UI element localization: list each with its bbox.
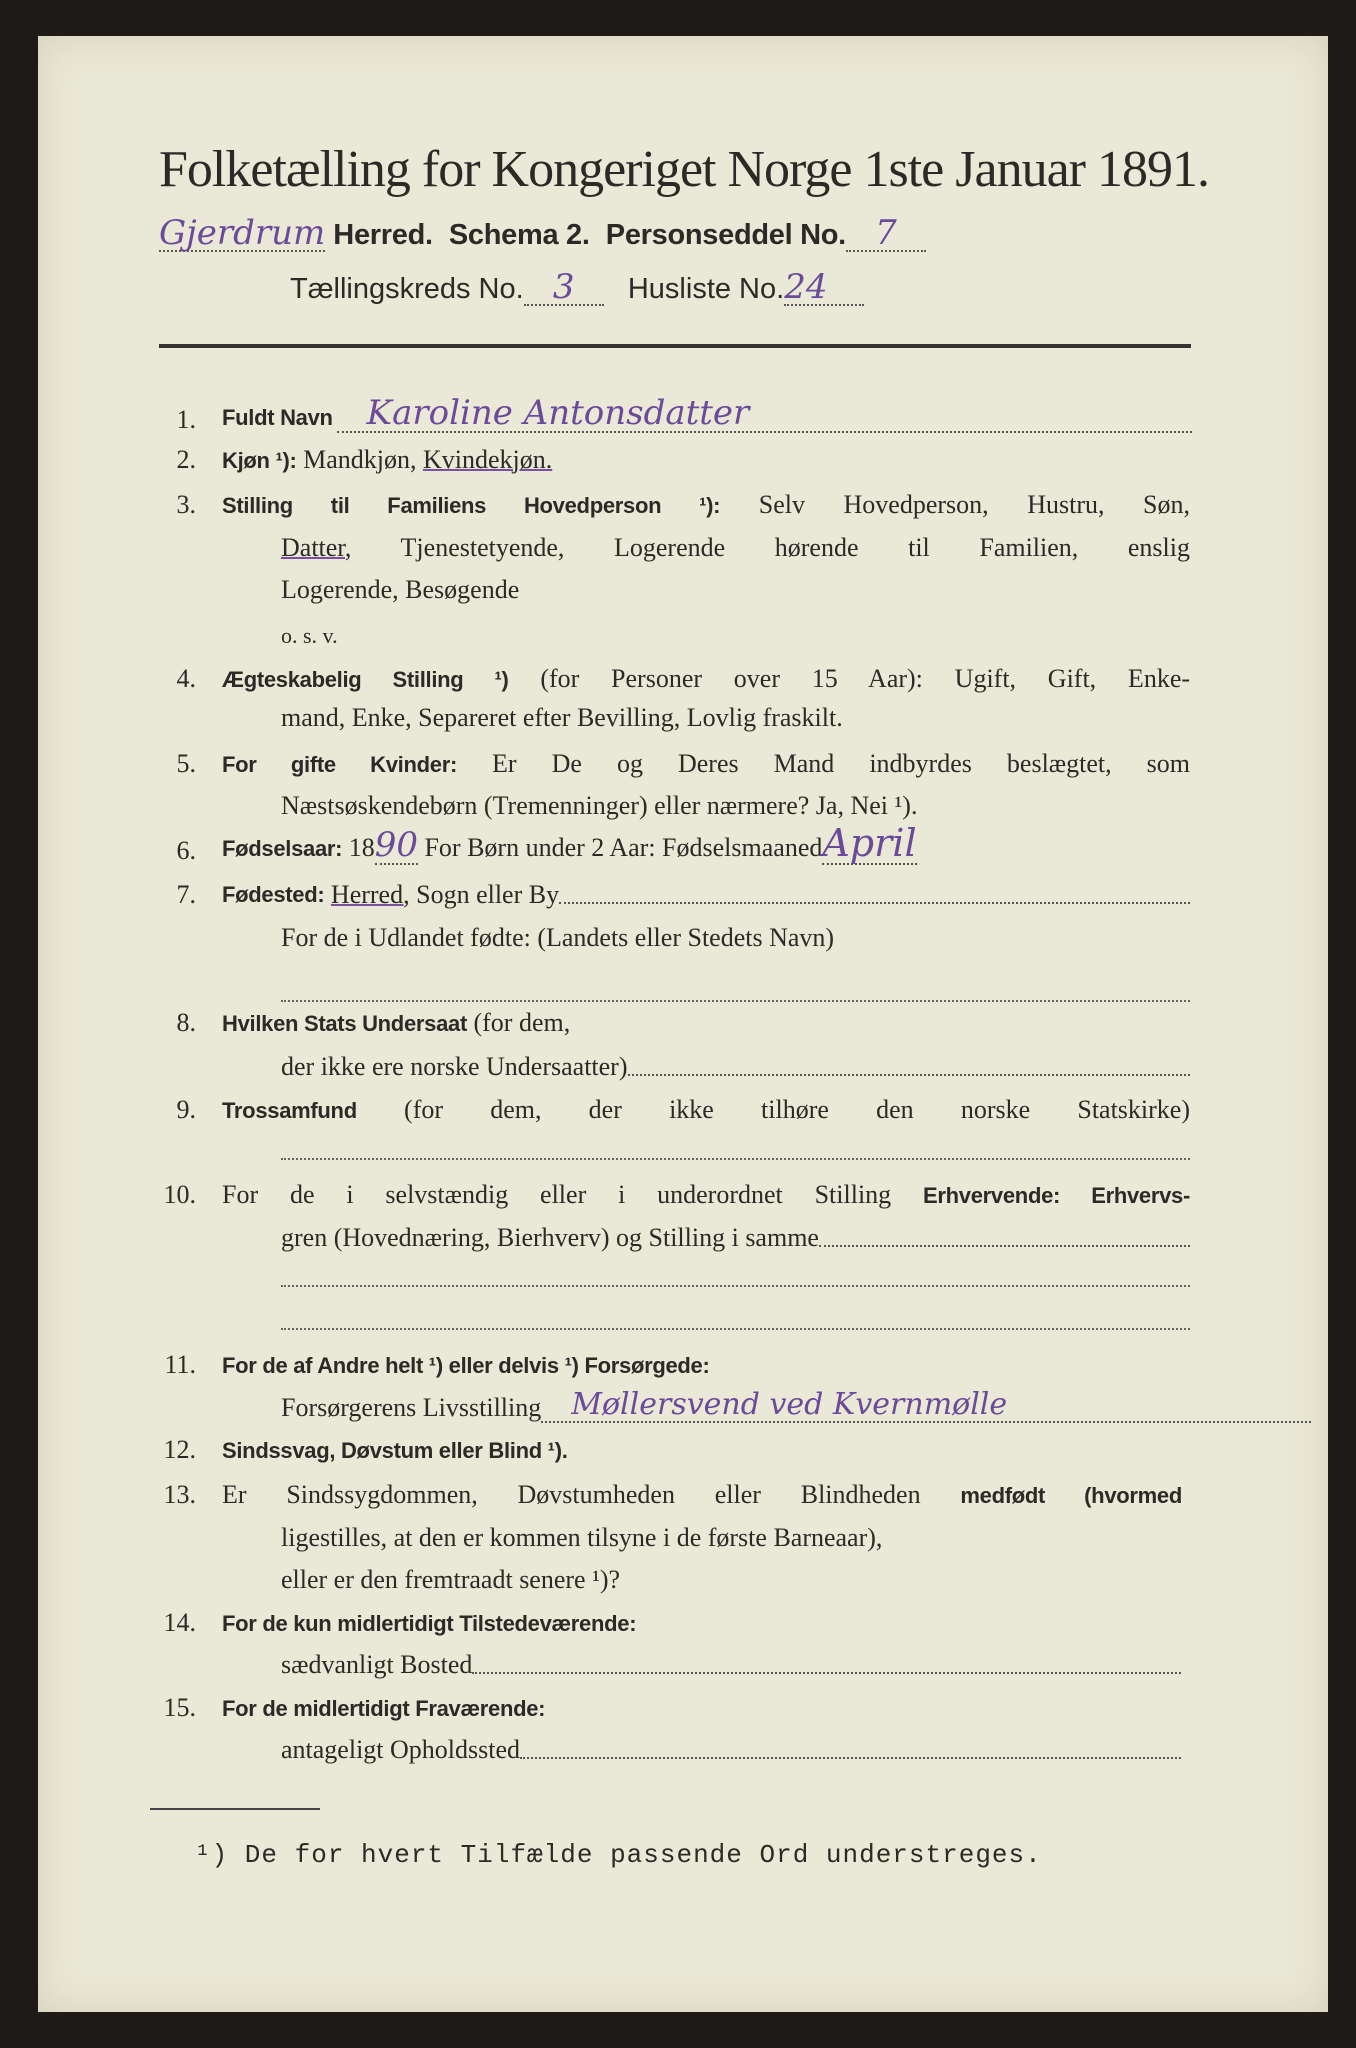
birth-year-label: Fødselsaar:: [222, 836, 343, 861]
kreds-value: 3: [552, 267, 575, 307]
form-title: Folketælling for Kongeriget Norge 1ste Januar 1891.: [159, 141, 1209, 198]
item-number: 3.: [176, 490, 196, 519]
citizenship-text-2: der ikke ere norske Undersaatter): [281, 1052, 628, 1081]
header-divider: [159, 344, 1191, 348]
schema-label: Schema 2.: [448, 219, 590, 251]
husliste-label: Husliste No.: [627, 273, 785, 305]
birth-month-label: For Børn under 2 Aar: Fødselsmaaned: [424, 833, 823, 862]
supported-line-2: [281, 1387, 1311, 1423]
citizenship-line-2: [281, 1052, 1190, 1082]
usual-residence-row: [281, 1650, 1181, 1680]
marital-options-2: mand, Enke, Separeret efter Bevilling, Lovlig fraskilt.: [281, 703, 843, 732]
item-congenital: [222, 1480, 1182, 1511]
family-position-line-4: o. s. v.: [281, 623, 338, 648]
temporary-present-label: For de kun midlertidigt Tilstedeværende:: [222, 1611, 637, 1636]
occupation-field-1[interactable]: [281, 1285, 1190, 1287]
birth-month-value: April: [822, 821, 917, 865]
item-number: 8.: [176, 1008, 196, 1037]
personseddel-value: 7: [875, 213, 897, 253]
birth-year-prefix: 18: [348, 833, 375, 862]
birthplace-options: Sogn eller By: [416, 880, 560, 909]
item-married-women: [222, 749, 1190, 780]
congenital-text-2: ligestilles, at den er kommen tilsyne i de første Barneaar),: [281, 1523, 883, 1552]
item-number: 6.: [176, 836, 196, 865]
item-birth-year: [222, 821, 917, 865]
item-number: 12.: [163, 1435, 196, 1464]
full-name-label: Fuldt Navn: [222, 405, 333, 430]
item-marital: [222, 664, 1190, 695]
item-citizenship: [222, 1008, 570, 1039]
usual-residence-field[interactable]: [472, 1650, 1181, 1674]
married-women-question: Er De og Deres Mand indbyrdes beslægtet, som: [492, 749, 1190, 778]
item-sex: [222, 445, 552, 476]
herred-value: Gjerdrum: [159, 213, 326, 253]
item-temporary-present: [222, 1608, 636, 1639]
religion-text: (for dem, der ikke tilhøre den norske Statskirke): [404, 1095, 1190, 1124]
temporary-absent-label: For de midlertidigt Fraværende:: [222, 1696, 546, 1721]
sex-option-male: Mandkjøn,: [303, 445, 417, 474]
married-women-label: For gifte Kvinder:: [222, 752, 457, 777]
congenital-text-3: eller er den fremtraadt senere ¹)?: [281, 1565, 621, 1594]
item-number: 2.: [176, 445, 196, 474]
family-position-label: Stilling til Familiens Hovedperson ¹):: [222, 493, 721, 518]
family-position-line-3: Logerende, Besøgende: [281, 575, 520, 604]
sex-option-female-selected: Kvindekjøn.: [422, 445, 553, 474]
item-full-name: [222, 393, 1192, 433]
family-position-line-2: [281, 533, 1190, 563]
birth-year-value: 90: [374, 825, 418, 865]
item-number: 13.: [163, 1480, 196, 1509]
item-number: 11.: [164, 1350, 196, 1379]
occupation-field-2[interactable]: [281, 1328, 1190, 1330]
congenital-label: medfødt (hvormed: [960, 1483, 1182, 1508]
item-number: 1.: [176, 405, 196, 434]
item-religion: [222, 1095, 1190, 1126]
occupation-line-2: [281, 1223, 1190, 1253]
option-datter-selected: Datter,: [281, 533, 352, 562]
religion-label: Trossamfund: [222, 1098, 357, 1123]
footnote-divider: [150, 1808, 320, 1810]
item-family-position: [222, 490, 1190, 521]
occupation-text: For de i selvstændig eller i underordnet Stilling: [222, 1180, 892, 1209]
birthplace-abroad-field[interactable]: [281, 1000, 1190, 1002]
full-name-value: Karoline Antonsdatter: [366, 393, 750, 433]
occupation-text-2: gren (Hovednæring, Bierhverv) og Stilling i samme: [281, 1223, 819, 1252]
item-occupation: [222, 1180, 1190, 1211]
item-birthplace: [222, 880, 1190, 910]
item-number: 5.: [176, 749, 196, 778]
occupation-label: Erhvervende: Erhvervs-: [923, 1183, 1191, 1208]
item-temporary-absent: [222, 1693, 545, 1724]
marital-label: Ægteskabelig Stilling ¹): [222, 667, 509, 692]
personseddel-label: Personseddel No.: [605, 219, 846, 251]
supported-label: For de af Andre helt ¹) eller delvis ¹) Forsørgede:: [222, 1353, 710, 1378]
item-number: 9.: [176, 1095, 196, 1124]
husliste-value: 24: [784, 267, 828, 307]
probable-residence-label: antageligt Opholdssted: [281, 1735, 521, 1764]
family-position-options: Selv Hovedperson, Hustru, Søn,: [758, 490, 1191, 519]
header-row-2: [290, 267, 864, 307]
item-disability: [222, 1435, 568, 1466]
item-number: 10.: [163, 1180, 196, 1209]
birthplace-label: Fødested:: [222, 882, 325, 907]
herred-label: Herred.: [333, 219, 433, 251]
probable-residence-field[interactable]: [520, 1735, 1181, 1759]
header-row-1: [159, 213, 1204, 253]
footnote: ¹) De for hvert Tilfælde passende Ord understreges.: [195, 1840, 1042, 1870]
item-number: 15.: [163, 1693, 196, 1722]
married-women-question-2: Næstsøskendebørn (Tremenninger) eller nærmere? Ja, Nei ¹).: [281, 791, 918, 820]
item-number: 4.: [176, 664, 196, 693]
item-number: 14.: [163, 1608, 196, 1637]
item-supported: [222, 1350, 710, 1381]
birthplace-abroad: For de i Udlandet fødte: (Landets eller Stedets Navn): [281, 923, 835, 952]
item-number: 7.: [176, 880, 196, 909]
disability-label: Sindssvag, Døvstum eller Blind ¹).: [222, 1438, 568, 1463]
citizenship-label: Hvilken Stats Undersaat: [222, 1011, 467, 1036]
usual-residence-label: sædvanligt Bosted: [281, 1650, 473, 1679]
birthplace-herred-selected: Herred,: [330, 880, 410, 909]
congenital-text: Er Sindssygdommen, Døvstumheden eller Blindheden: [222, 1480, 921, 1509]
citizenship-text: (for dem,: [473, 1008, 571, 1037]
probable-residence-row: [281, 1735, 1181, 1765]
family-position-options-2: Tjenestetyende, Logerende hørende til Familien, enslig: [400, 533, 1190, 562]
kreds-label: Tællingskreds No.: [290, 273, 524, 305]
provider-occupation-label: Forsørgerens Livsstilling: [281, 1393, 542, 1422]
provider-occupation-value: Møllersvend ved Kvernmølle: [571, 1387, 1008, 1422]
marital-options: (for Personer over 15 Aar): Ugift, Gift, Enke-: [540, 664, 1191, 693]
sex-label: Kjøn ¹):: [222, 448, 297, 473]
religion-field[interactable]: [281, 1158, 1190, 1160]
